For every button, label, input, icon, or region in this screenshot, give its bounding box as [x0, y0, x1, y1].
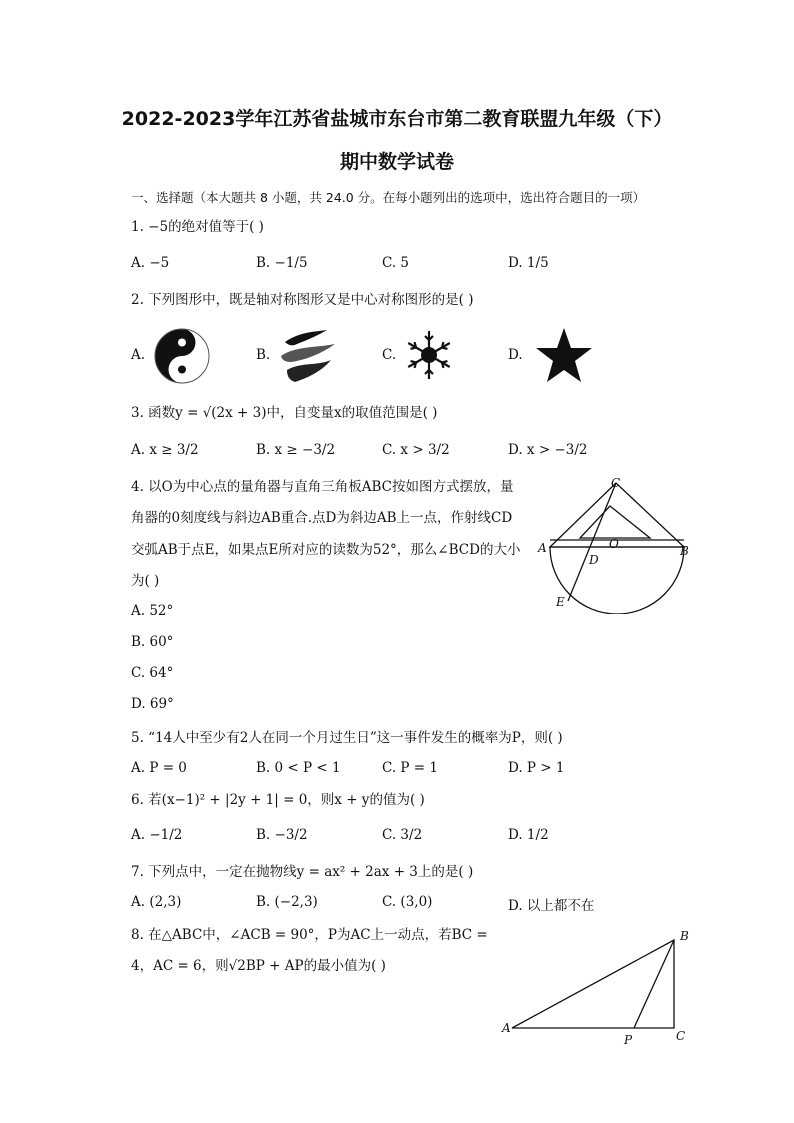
q1-option-a: A. −5 [131, 255, 170, 271]
section-header: 一、选择题（本大题共 8 小题，共 24.0 分。在每小题列出的选项中，选出符合题目的一项） [131, 190, 646, 205]
q1-option-d: D. 1/5 [508, 255, 549, 271]
question-3-stem: 3. 函数y = √(2x + 3)中，自变量x的取值范围是( ) [131, 405, 438, 421]
q5-option-b: B. 0 < P < 1 [256, 760, 341, 776]
swoosh-emblem-icon [277, 326, 339, 386]
paper-title-line2: 期中数学试卷 [339, 151, 454, 173]
q5-option-d: D. P > 1 [508, 760, 565, 776]
q4-option-a: A. 52° [131, 603, 174, 619]
fig4-label-a: A [538, 541, 547, 555]
q2-option-c: C. [382, 347, 397, 363]
question-4-stem-line3: 交弧AB于点E，如果点E所对应的读数为52°，那么∠BCD的大小 [131, 542, 521, 558]
question-8-stem-line1: 8. 在△ABC中，∠ACB = 90°，P为AC上一动点，若BC = [131, 927, 488, 943]
q2-option-d: D. [508, 347, 523, 363]
q1-option-b: B. −1/5 [256, 255, 308, 271]
q6-option-b: B. −3/2 [256, 827, 308, 843]
q2-option-b: B. [256, 347, 271, 363]
question-4-stem-line2: 角器的0刻度线与斜边AB重合.点D为斜边AB上一点，作射线CD [131, 510, 513, 526]
five-pointed-star-icon [534, 326, 594, 386]
q7-option-c: C. (3,0) [382, 894, 433, 910]
fig4-label-o: O [609, 537, 619, 551]
question-5-stem: 5. “14人中至少有2人在同一个月过生日”这一事件发生的概率为P，则( ) [131, 730, 563, 746]
question-4-stem-line1: 4. 以O为中心点的量角器与直角三角板ABC按如图方式摆放，量 [131, 479, 514, 495]
q6-option-d: D. 1/2 [508, 827, 549, 843]
fig4-label-d: D [589, 553, 599, 567]
fig4-label-c: C [611, 476, 621, 490]
question-8-stem-line2: 4，AC = 6，则√2BP + AP的最小值为( ) [131, 958, 386, 974]
q5-option-c: C. P = 1 [382, 760, 438, 776]
q3-option-a: A. x ≥ 3/2 [131, 442, 199, 458]
q4-option-b: B. 60° [131, 634, 174, 650]
q7-option-a: A. (2,3) [131, 894, 182, 910]
q3-option-d: D. x > −3/2 [508, 442, 588, 458]
q5-option-a: A. P = 0 [131, 760, 187, 776]
fig8-label-c: C [676, 1029, 686, 1043]
fig8-label-a: A [502, 1021, 511, 1035]
q6-option-c: C. 3/2 [382, 827, 423, 843]
question-7-stem: 7. 下列点中，一定在抛物线y = ax² + 2ax + 3上的是( ) [131, 864, 474, 880]
q6-option-a: A. −1/2 [131, 827, 183, 843]
q8-triangle-figure [498, 924, 702, 1048]
paper-title-line1: 2022-2023学年江苏省盐城市东台市第二教育联盟九年级（下） [121, 108, 673, 130]
fig4-label-e: E [556, 595, 565, 609]
q3-option-c: C. x > 3/2 [382, 442, 450, 458]
q7-option-b: B. (−2,3) [256, 894, 318, 910]
question-2-stem: 2. 下列图形中，既是轴对称图形又是中心对称图形的是( ) [131, 292, 474, 308]
q7-option-d: D. 以上都不在 [508, 898, 595, 914]
q3-option-b: B. x ≥ −3/2 [256, 442, 336, 458]
fig8-label-b: B [680, 929, 689, 943]
q4-option-d: D. 69° [131, 696, 174, 712]
fig4-label-b: B [680, 544, 689, 558]
q4-protractor-figure [534, 474, 700, 614]
fig8-label-p: P [624, 1033, 633, 1047]
question-1-stem: 1. −5的绝对值等于( ) [131, 219, 264, 235]
q2-option-a: A. [131, 347, 146, 363]
q1-option-c: C. 5 [382, 255, 410, 271]
question-6-stem: 6. 若(x−1)² + |2y + 1| = 0，则x + y的值为( ) [131, 792, 425, 808]
yin-yang-icon [152, 326, 212, 386]
question-4-stem-line4: 为( ) [131, 573, 160, 589]
q4-option-c: C. 64° [131, 665, 174, 681]
snowflake-icon [404, 328, 454, 382]
